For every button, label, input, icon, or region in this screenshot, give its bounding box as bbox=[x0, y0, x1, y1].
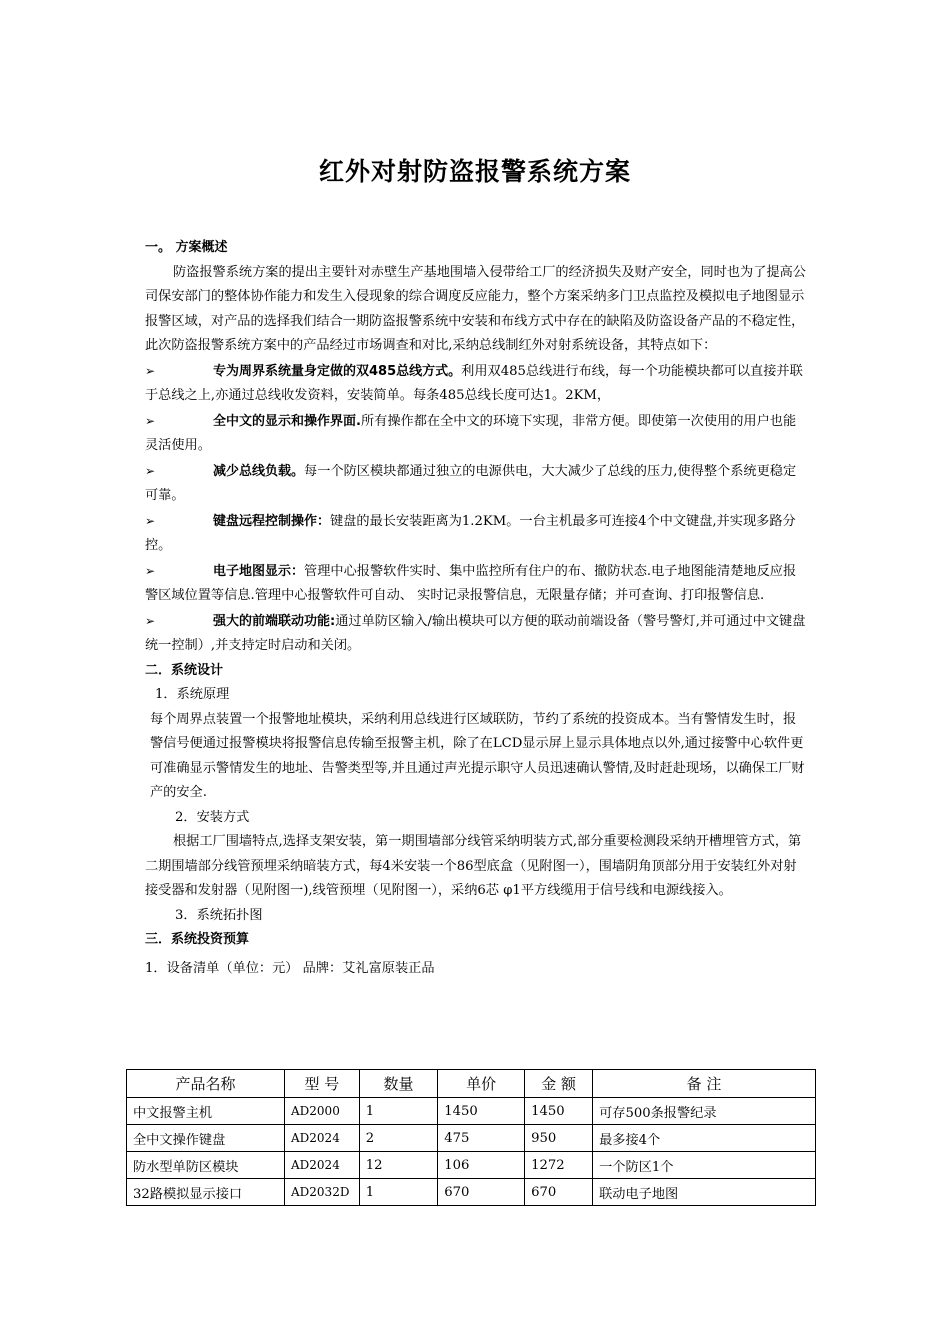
table-row bbox=[127, 1125, 816, 1152]
table-cell: 防水型单防区模块 bbox=[127, 1152, 285, 1179]
feature-title: 键盘远程控制操作： bbox=[213, 513, 331, 529]
arrow-bullet-icon: ➢ bbox=[145, 363, 156, 378]
table-cell: 联动电子地图 bbox=[593, 1179, 816, 1206]
feature-item bbox=[145, 609, 807, 659]
feature-title: 专为周界系统量身定做的双485总线方式。 bbox=[213, 363, 462, 379]
equipment-list-title: 1．设备清单（单位：元） 品牌：艾礼富原装正品 bbox=[145, 960, 435, 976]
table-cell: 中文报警主机 bbox=[127, 1098, 285, 1125]
table-header-row bbox=[127, 1070, 816, 1098]
feature-item bbox=[145, 559, 807, 609]
column-header: 型 号 bbox=[285, 1070, 360, 1098]
table-cell: 1 bbox=[359, 1179, 437, 1206]
feature-title: 减少总线负载。 bbox=[213, 463, 305, 479]
table-cell: 950 bbox=[525, 1125, 593, 1152]
feature-text: 所有操作都在全中文的环境下实现，非常方便。即使第一次使用的用户也能灵活使用。 bbox=[145, 413, 797, 453]
table-cell: 1272 bbox=[525, 1152, 593, 1179]
column-header: 产品名称 bbox=[127, 1070, 285, 1098]
table-cell: 1450 bbox=[525, 1098, 593, 1125]
feature-text: 键盘的最长安装距离为1.2KM。一台主机最多可连接4个中文键盘,并实现多路分控。 bbox=[145, 513, 796, 553]
column-header: 备 注 bbox=[593, 1070, 816, 1098]
column-header: 数量 bbox=[359, 1070, 437, 1098]
table-row bbox=[127, 1179, 816, 1206]
equipment-table bbox=[126, 1069, 816, 1206]
column-header: 单价 bbox=[438, 1070, 525, 1098]
feature-title: 全中文的显示和操作界面. bbox=[213, 413, 361, 429]
feature-item bbox=[145, 409, 807, 459]
table-cell: AD2000 bbox=[285, 1098, 360, 1125]
table-cell: 12 bbox=[359, 1152, 437, 1179]
feature-title: 强大的前端联动功能: bbox=[213, 613, 336, 629]
table-cell: AD2032D bbox=[285, 1179, 360, 1206]
table-cell: 1450 bbox=[438, 1098, 525, 1125]
feature-title: 电子地图显示： bbox=[213, 563, 305, 579]
section-heading-overview: 一。 方案概述 bbox=[145, 240, 228, 255]
principle-paragraph: 每个周界点装置一个报警地址模块，采纳利用总线进行区域联防，节约了系统的投资成本。当有警情发生时，报警信号便通过报警模块将报警信息传输至报警主机，除了在LCD显示屏上显示具体地点以外,通过接警中心软件更可准确显示警情发生的地址、告警类型等,并且通过声光提示职守人员迅速确认警情,及时赶赴现场，以确保工厂财产的安全. bbox=[150, 711, 805, 800]
table-cell: 32路模拟显示接口 bbox=[127, 1179, 285, 1206]
subsection-title-installation: 2．安装方式 bbox=[175, 809, 250, 825]
arrow-bullet-icon: ➢ bbox=[145, 463, 156, 478]
section-heading-budget: 三．系统投资预算 bbox=[145, 932, 250, 947]
table-cell: 475 bbox=[438, 1125, 525, 1152]
feature-text: 每一个防区模块都通过独立的电源供电，大大减少了总线的压力,使得整个系统更稳定可靠。 bbox=[145, 463, 797, 503]
feature-item bbox=[145, 459, 807, 509]
table-cell: 670 bbox=[525, 1179, 593, 1206]
table-row bbox=[127, 1152, 816, 1179]
arrow-bullet-icon: ➢ bbox=[145, 613, 156, 628]
table-cell: 106 bbox=[438, 1152, 525, 1179]
installation-paragraph: 根据工厂围墙特点,选择支架安装，第一期围墙部分线管采纳明装方式,部分重要检测段采纳开槽埋管方式，第二期围墙部分线管预埋采纳暗装方式，每4米安装一个86型底盒（见附图一），围墙阴角顶部分用于安装红外对射接受器和发射器（见附图一),线管预埋（见附图一），采纳6芯 φ1平方线缆用于信号线和电源线接入。 bbox=[145, 834, 802, 898]
table-cell: AD2024 bbox=[285, 1152, 360, 1179]
table-row bbox=[127, 1098, 816, 1125]
table-cell: AD2024 bbox=[285, 1125, 360, 1152]
feature-text: 通过单防区输入/输出模块可以方便的联动前端设备（警号警灯,并可通过中文键盘统一控制）,并支持定时启动和关闭。 bbox=[145, 613, 806, 653]
feature-item bbox=[145, 359, 807, 409]
table-cell: 1 bbox=[359, 1098, 437, 1125]
feature-item bbox=[145, 509, 807, 559]
table-cell: 全中文操作键盘 bbox=[127, 1125, 285, 1152]
feature-text: 管理中心报警软件实时、集中监控所有住户的布、撤防状态.电子地图能清楚地反应报警区域位置等信息.管理中心报警软件可自动、 实时记录报警信息，无限量存储；并可查询、打印报警信息. bbox=[145, 563, 797, 603]
overview-paragraph: 防盗报警系统方案的提出主要针对赤壁生产基地围墙入侵带给工厂的经济损失及财产安全，同时也为了提高公司保安部门的整体协作能力和发生入侵现象的综合调度反应能力，整个方案采纳多门卫点监控及模拟电子地图显示报警区域，对产品的选择我们结合一期防盗报警系统中安装和布线方式中存在的缺陷及防盗设备产品的不稳定性，此次防盗报警系统方案中的产品经过市场调查和对比,采纳总线制红外对射系统设备，其特点如下： bbox=[145, 264, 806, 353]
page-title: 红外对射防盗报警系统方案 bbox=[318, 157, 631, 186]
table-cell: 一个防区1个 bbox=[593, 1152, 816, 1179]
arrow-bullet-icon: ➢ bbox=[145, 563, 156, 578]
table-cell: 可存500条报警纪录 bbox=[593, 1098, 816, 1125]
table-cell: 2 bbox=[359, 1125, 437, 1152]
subsection-title-topology: 3．系统拓扑图 bbox=[175, 907, 263, 923]
column-header: 金 额 bbox=[525, 1070, 593, 1098]
arrow-bullet-icon: ➢ bbox=[145, 513, 156, 528]
document-body bbox=[145, 236, 807, 981]
table-cell: 670 bbox=[438, 1179, 525, 1206]
section-heading-design: 二．系统设计 bbox=[145, 662, 224, 678]
feature-text: 利用双485总线进行布线，每一个功能模块都可以直接并联于总线之上,亦通过总线收发资料，安装简单。每条485总线长度可达1。2KM， bbox=[145, 363, 803, 403]
table-cell: 最多接4个 bbox=[593, 1125, 816, 1152]
arrow-bullet-icon: ➢ bbox=[145, 413, 156, 428]
subsection-title-principle: 1．系统原理 bbox=[155, 687, 230, 702]
